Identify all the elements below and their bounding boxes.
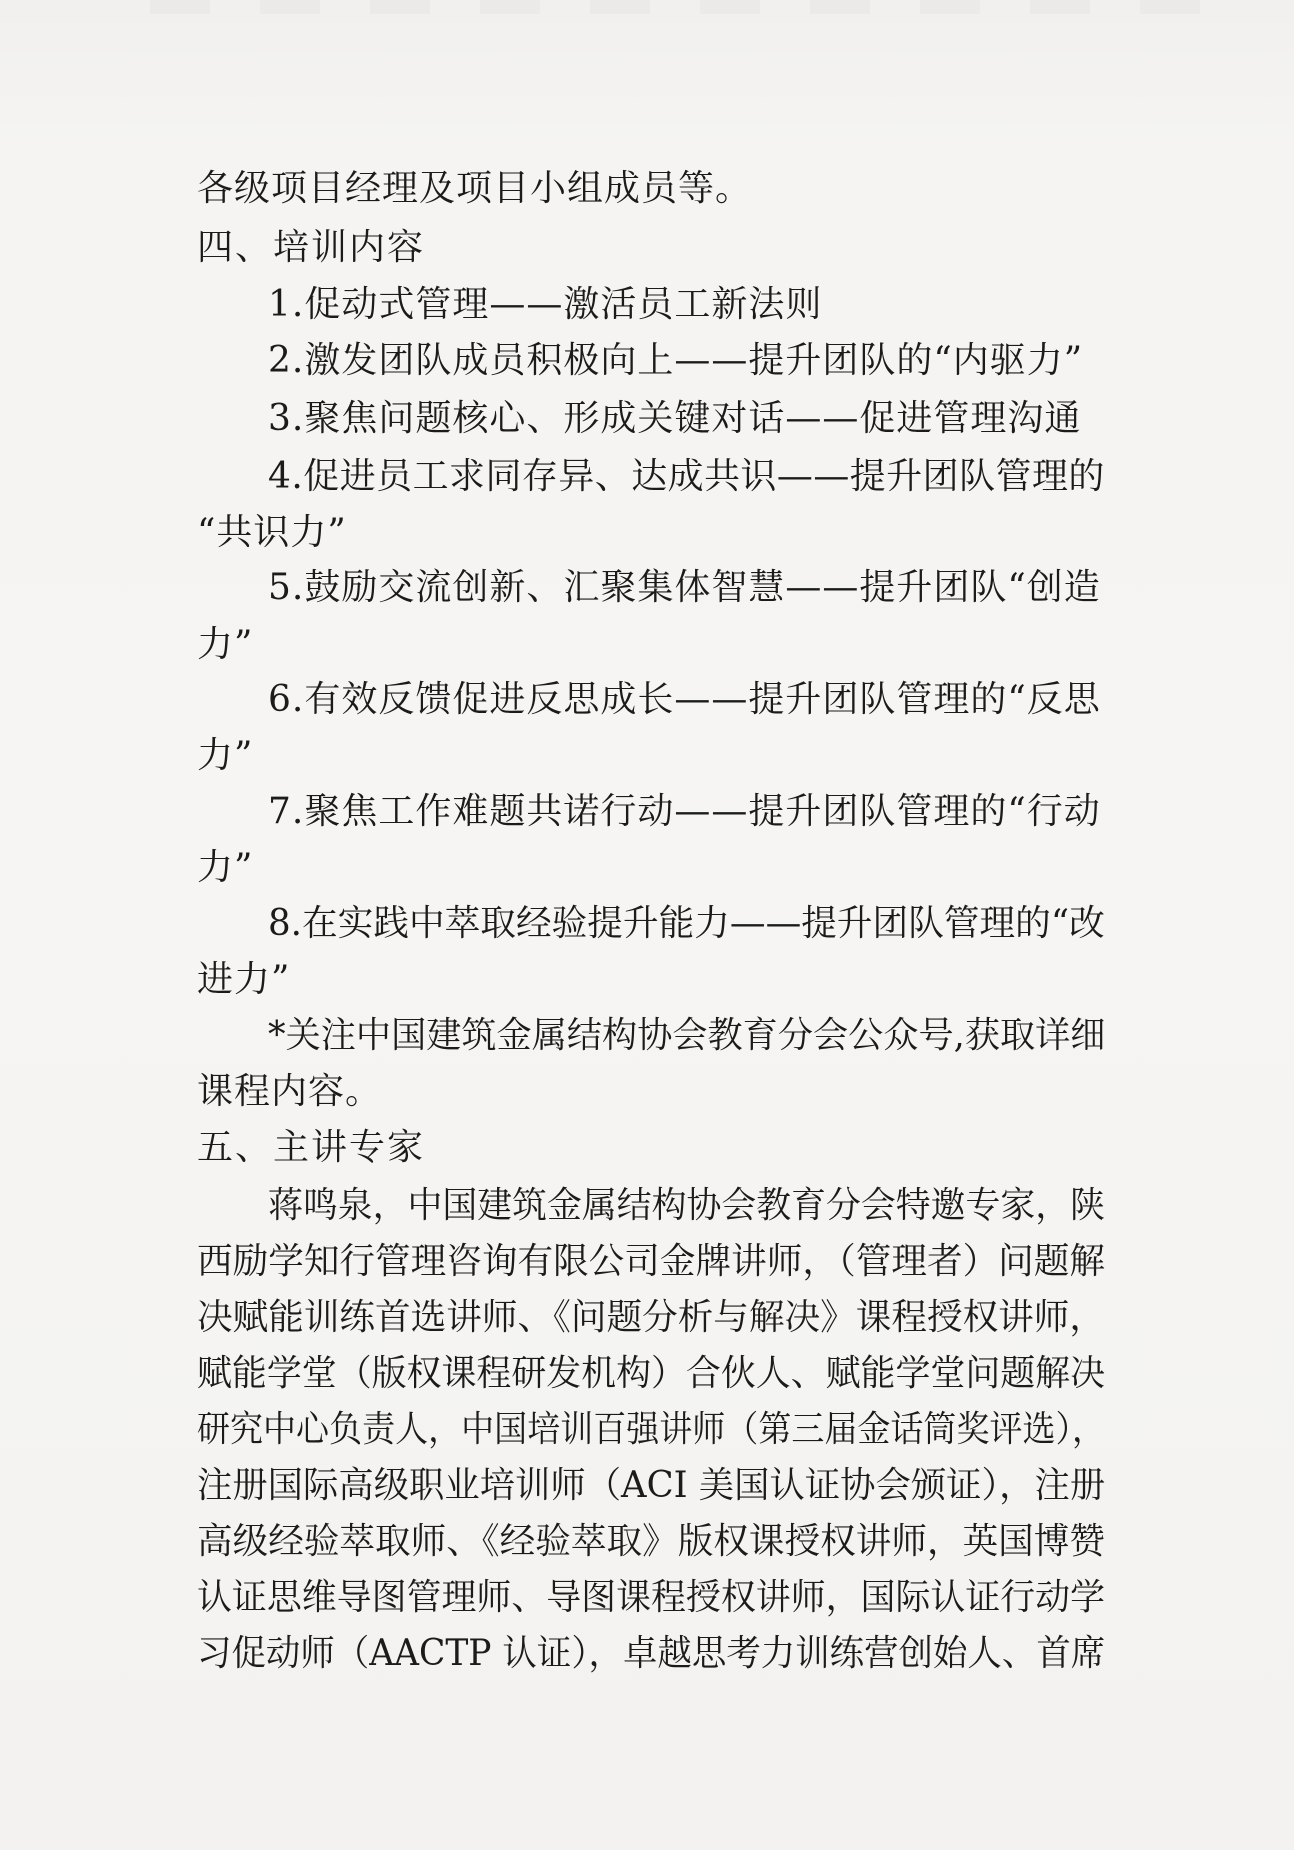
- text-line-8: 5.鼓励交流创新、汇聚集体智慧——提升团队“创造: [268, 567, 1101, 608]
- text-line-10: 6.有效反馈促进反思成长——提升团队管理的“反思: [268, 679, 1101, 720]
- text-line-6: 4.促进员工求同存异、达成共识——提升团队管理的: [268, 456, 1105, 497]
- text-line-5: 3.聚焦问题核心、形成关键对话——促进管理沟通: [268, 398, 1082, 439]
- text-line-23: 研究中心负责人，中国培训百强讲师（第三届金话筒奖评选），: [197, 1409, 1106, 1450]
- section-heading-5: 五、主讲专家: [197, 1127, 426, 1168]
- text-line-9: 力”: [197, 624, 254, 665]
- text-line-21: 决赋能训练首选讲师、《问题分析与解决》课程授权讲师，: [197, 1297, 1106, 1338]
- text-line-15: 进力”: [197, 959, 291, 1000]
- text-line-20: 西励学知行管理咨询有限公司金牌讲师，（管理者）问题解: [197, 1241, 1106, 1282]
- text-line-1: 各级项目经理及项目小组成员等。: [197, 168, 753, 209]
- text-line-16: *关注中国建筑金属结构协会教育分会公众号,获取详细: [268, 1015, 1106, 1056]
- scan-artifact: [150, 0, 1210, 14]
- text-line-22: 赋能学堂（版权课程研发机构）合伙人、赋能学堂问题解决: [197, 1353, 1106, 1394]
- text-line-3: 1.促动式管理——激活员工新法则: [268, 284, 823, 325]
- text-line-12: 7.聚焦工作难题共诺行动——提升团队管理的“行动: [268, 791, 1101, 832]
- text-line-11: 力”: [197, 735, 254, 776]
- text-line-4: 2.激发团队成员积极向上——提升团队的“内驱力”: [268, 340, 1084, 381]
- text-line-25: 高级经验萃取师、《经验萃取》版权课授权讲师，英国博赞: [197, 1521, 1106, 1562]
- text-line-26: 认证思维导图管理师、导图课程授权讲师，国际认证行动学: [197, 1577, 1106, 1618]
- section-heading-4: 四、培训内容: [197, 227, 426, 268]
- text-line-24: 注册国际高级职业培训师（ACI 美国认证协会颁证），注册: [197, 1465, 1106, 1506]
- text-line-27: 习促动师（AACTP 认证），卓越思考力训练营创始人、首席: [197, 1633, 1106, 1674]
- text-line-13: 力”: [197, 847, 254, 888]
- text-line-17: 课程内容。: [197, 1071, 383, 1112]
- text-line-7: “共识力”: [197, 512, 347, 553]
- text-line-14: 8.在实践中萃取经验提升能力——提升团队管理的“改: [268, 903, 1105, 944]
- text-line-19: 蒋鸣泉，中国建筑金属结构协会教育分会特邀专家，陕: [268, 1185, 1106, 1226]
